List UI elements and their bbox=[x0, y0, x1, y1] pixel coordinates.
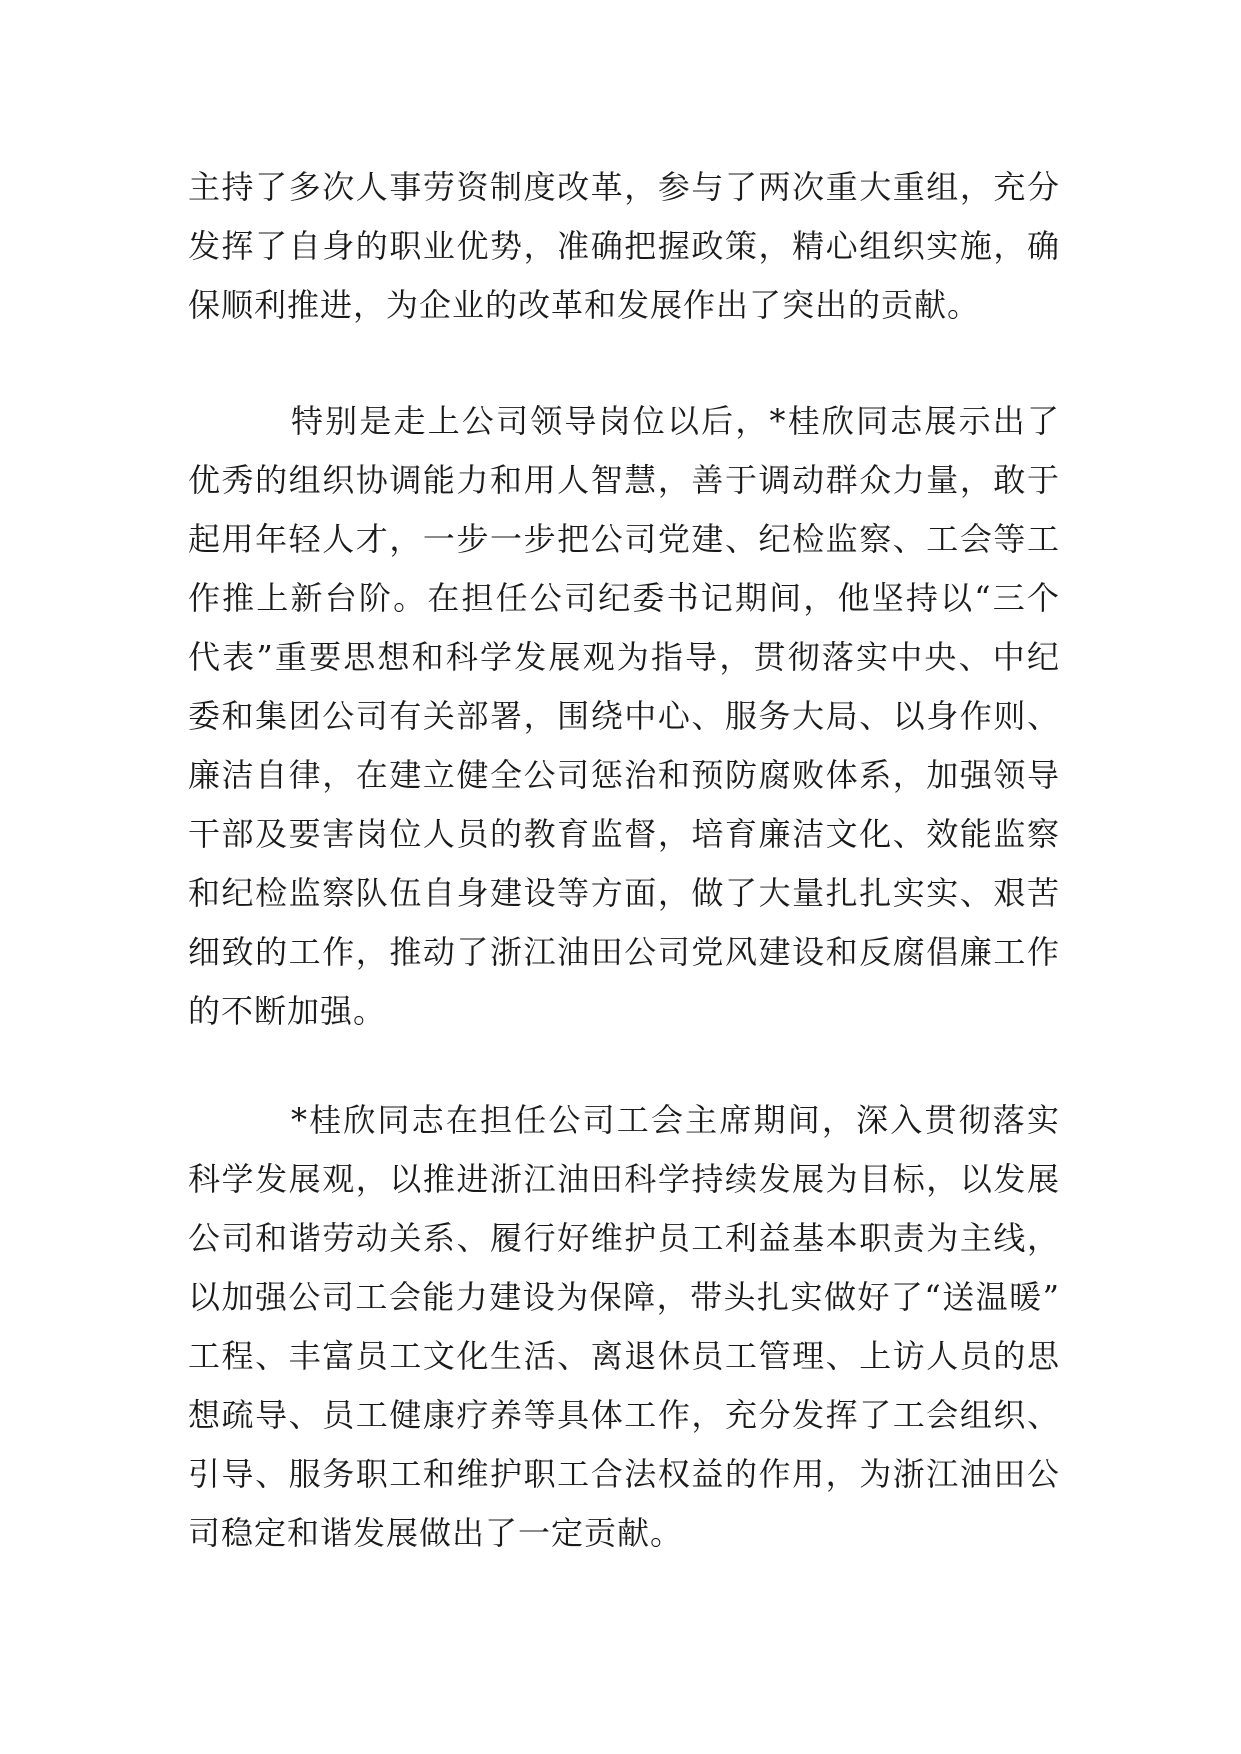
paragraph-line: 以加强公司工会能力建设为保障，带头扎实做好了“送温暖” bbox=[188, 1278, 1060, 1316]
paragraph-line: 想疏导、员工健康疗养等具体工作，充分发挥了工会组织、 bbox=[188, 1396, 1060, 1434]
paragraph-line: 发挥了自身的职业优势，准确把握政策，精心组织实施，确 bbox=[188, 227, 1060, 265]
paragraph-line: *桂欣同志在担任公司工会主席期间，深入贯彻落实 bbox=[291, 1101, 1060, 1139]
paragraph-line: 科学发展观，以推进浙江油田科学持续发展为目标，以发展 bbox=[188, 1160, 1060, 1198]
paragraph-line: 起用年轻人才，一步一步把公司党建、纪检监察、工会等工 bbox=[188, 520, 1060, 558]
paragraph-line: 和纪检监察队伍自身建设等方面，做了大量扎扎实实、艰苦 bbox=[188, 874, 1060, 912]
paragraph-line: 廉洁自律，在建立健全公司惩治和预防腐败体系，加强领导 bbox=[188, 756, 1060, 794]
paragraph-line: 作推上新台阶。在担任公司纪委书记期间，他坚持以“三个 bbox=[188, 579, 1060, 617]
paragraph-line: 主持了多次人事劳资制度改革，参与了两次重大重组，充分 bbox=[188, 168, 1060, 206]
paragraph-line: 保顺利推进，为企业的改革和发展作出了突出的贡献。 bbox=[188, 286, 981, 324]
paragraph-1 bbox=[188, 158, 1060, 335]
paragraph-line: 委和集团公司有关部署，围绕中心、服务大局、以身作则、 bbox=[188, 697, 1060, 735]
paragraph-line: 优秀的组织协调能力和用人智慧，善于调动群众力量，敢于 bbox=[188, 461, 1060, 499]
paragraph-3 bbox=[188, 1091, 1060, 1563]
paragraph-line: 司稳定和谐发展做出了一定贡献。 bbox=[188, 1514, 684, 1552]
paragraph-line: 干部及要害岗位人员的教育监督，培育廉洁文化、效能监察 bbox=[188, 815, 1060, 853]
paragraph-line: 代表”重要思想和科学发展观为指导，贯彻落实中央、中纪 bbox=[188, 638, 1060, 676]
paragraph-line: 特别是走上公司领导岗位以后，*桂欣同志展示出了 bbox=[291, 402, 1060, 440]
paragraph-line: 引导、服务职工和维护职工合法权益的作用，为浙江油田公 bbox=[188, 1455, 1060, 1493]
paragraph-line: 公司和谐劳动关系、履行好维护员工利益基本职责为主线， bbox=[188, 1219, 1060, 1257]
paragraph-line: 细致的工作，推动了浙江油田公司党风建设和反腐倡廉工作 bbox=[188, 933, 1060, 971]
paragraph-2 bbox=[188, 392, 1060, 1041]
paragraph-line: 工程、丰富员工文化生活、离退休员工管理、上访人员的思 bbox=[188, 1337, 1060, 1375]
paragraph-line: 的不断加强。 bbox=[188, 992, 387, 1030]
